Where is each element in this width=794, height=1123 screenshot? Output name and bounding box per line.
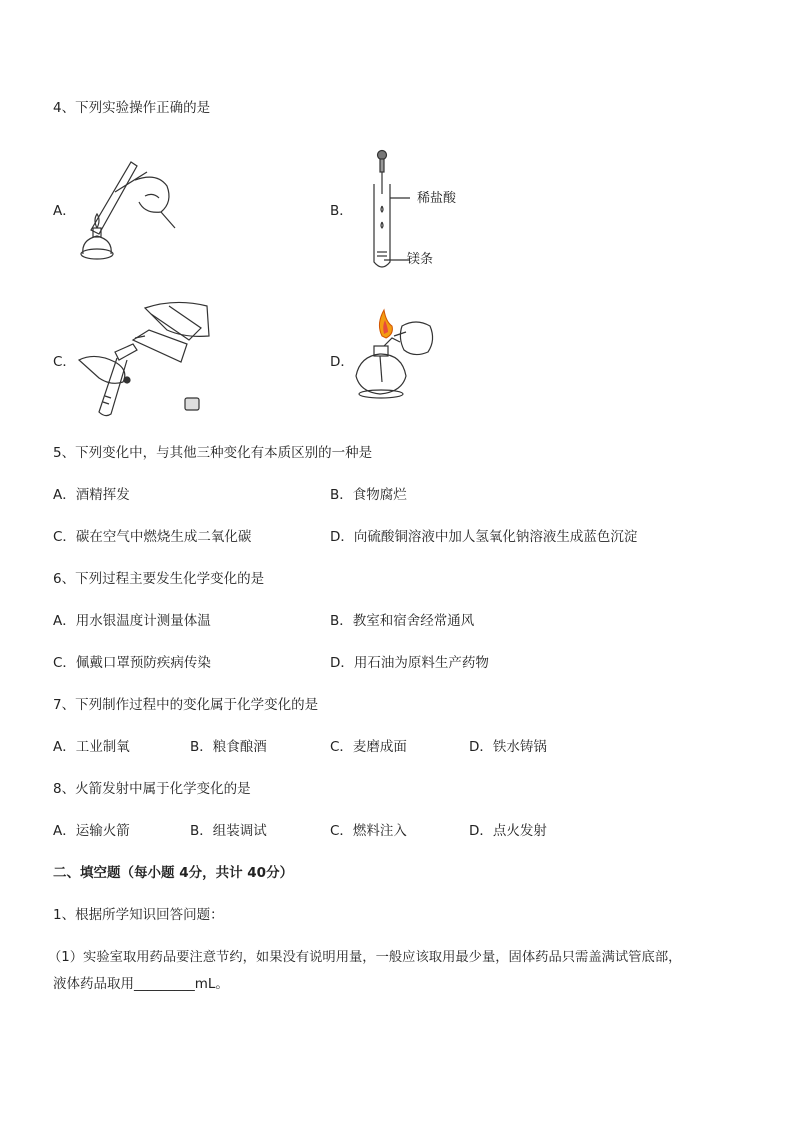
test-tube-heating-image <box>75 152 190 262</box>
q5-option-b: B．食物腐烂 <box>330 487 407 503</box>
q5-option-d: D．向硫酸铜溶液中加人氢氧化钠溶液生成蓝色沉淀 <box>330 529 638 545</box>
q6-option-b: B．教室和宿舍经常通风 <box>330 613 475 629</box>
q7-option-d: D．铁水铸锅 <box>469 739 547 755</box>
q6-option-c: C．佩戴口罩预防疾病传染 <box>53 655 211 671</box>
q6-option-d: D．用石油为原料生产药物 <box>330 655 489 671</box>
q5-option-a: A．酒精挥发 <box>53 487 130 503</box>
q7-option-a: A．工业制氧 <box>53 739 130 755</box>
q8-option-a: A．运输火箭 <box>53 823 130 839</box>
q4-option-c-letter: C． <box>53 354 76 370</box>
q5-option-c: C．碳在空气中燃烧生成二氧化碳 <box>53 529 252 545</box>
q4-stem: 4、下列实验操作正确的是 <box>53 100 211 116</box>
q4-option-d-letter: D． <box>330 354 354 370</box>
magnesium-strip-label: 镁条 <box>407 252 434 267</box>
q6-stem: 6、下列过程主要发生化学变化的是 <box>53 571 265 587</box>
fill-q1-part1-line1: （1）实验室取用药品要注意节约，如果没有说明用量，一般应该取用最少量，固体药品只需盖满试管底部， <box>48 950 682 965</box>
fill-q1-stem: 1、根据所学知识回答问题： <box>53 907 224 923</box>
q8-option-d: D．点火发射 <box>469 823 547 839</box>
pouring-liquid-image <box>75 300 215 418</box>
q7-option-c: C．麦磨成面 <box>330 739 407 755</box>
lighting-alcohol-lamp-image <box>350 308 445 403</box>
q7-stem: 7、下列制作过程中的变化属于化学变化的是 <box>53 697 319 713</box>
section-2-heading: 二、填空题（每小题 4分，共计 40分） <box>53 865 294 881</box>
q4-option-b-letter: B． <box>330 203 353 219</box>
q8-option-b: B．组装调试 <box>190 823 267 839</box>
q7-option-b: B．粮食酿酒 <box>190 739 267 755</box>
q6-option-a: A．用水银温度计测量体温 <box>53 613 211 629</box>
dilute-hcl-label: 稀盐酸 <box>417 191 457 206</box>
fill-q1-part1-line2: 液体药品取用_________mL。 <box>53 976 229 992</box>
q8-option-c: C．燃料注入 <box>330 823 407 839</box>
q4-option-a-letter: A． <box>53 203 76 219</box>
q5-stem: 5、下列变化中，与其他三种变化有本质区别的一种是 <box>53 445 373 461</box>
q8-stem: 8、火箭发射中属于化学变化的是 <box>53 781 251 797</box>
